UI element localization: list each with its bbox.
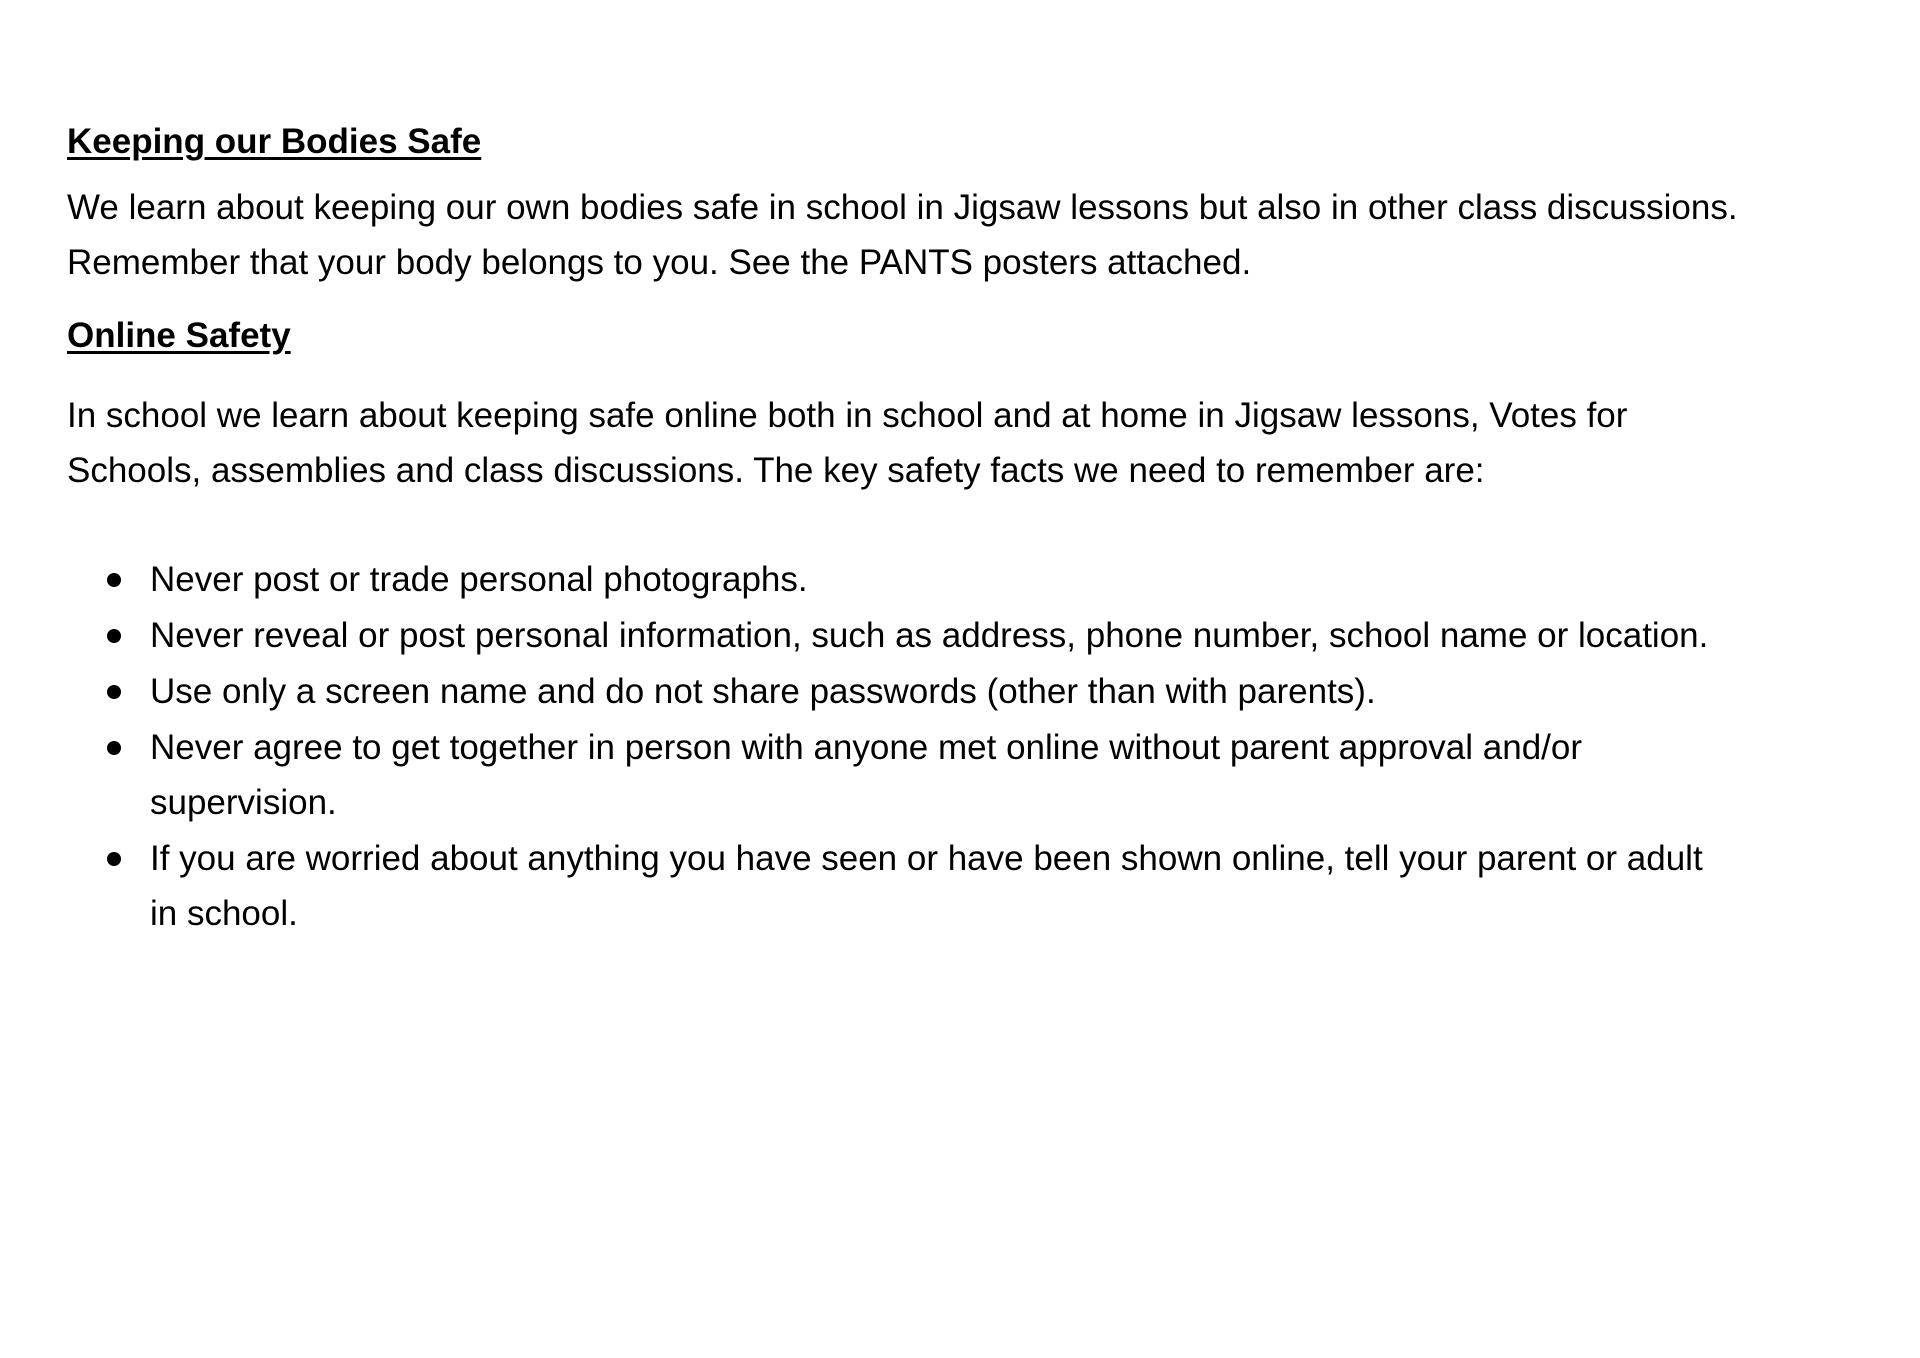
list-item — [67, 664, 1867, 719]
list-item — [67, 720, 1867, 830]
section-heading-online-safety: Online Safety — [67, 316, 291, 355]
list-item — [67, 608, 1867, 663]
bullet-icon — [107, 629, 121, 643]
bullet-icon — [107, 741, 121, 755]
list-item — [67, 552, 1867, 607]
paragraph-line: In school we learn about keeping safe online both in school and at home in Jigsaw lessons, Votes for — [67, 396, 1628, 435]
paragraph-line: We learn about keeping our own bodies safe in school in Jigsaw lessons but also in other class discussions. — [67, 188, 1738, 227]
list-item-line: Use only a screen name and do not share passwords (other than with parents). — [150, 672, 1376, 711]
document-content — [67, 120, 1867, 942]
bullet-icon — [107, 573, 121, 587]
list-item-line: supervision. — [150, 783, 337, 822]
paragraph-line: Schools, assemblies and class discussions. The key safety facts we need to remember are: — [67, 451, 1485, 490]
safety-facts-list — [67, 552, 1867, 941]
list-item-line: Never agree to get together in person with anyone met online without parent approval and/or — [150, 728, 1583, 767]
section-heading-bodies-safe: Keeping our Bodies Safe — [67, 122, 482, 161]
list-item-line: If you are worried about anything you have seen or have been shown online, tell your parent or adult — [150, 839, 1703, 878]
bullet-icon — [107, 852, 121, 866]
section-paragraph-bodies-safe — [67, 180, 1867, 290]
paragraph-line: Remember that your body belongs to you. See the PANTS posters attached. — [67, 243, 1252, 282]
list-item-line: in school. — [150, 894, 298, 933]
list-item-line: Never reveal or post personal information, such as address, phone number, school name or location. — [150, 616, 1709, 655]
bullet-icon — [107, 685, 121, 699]
section-paragraph-online-safety — [67, 388, 1867, 498]
list-item-line: Never post or trade personal photographs. — [150, 560, 808, 599]
list-item — [67, 831, 1867, 941]
